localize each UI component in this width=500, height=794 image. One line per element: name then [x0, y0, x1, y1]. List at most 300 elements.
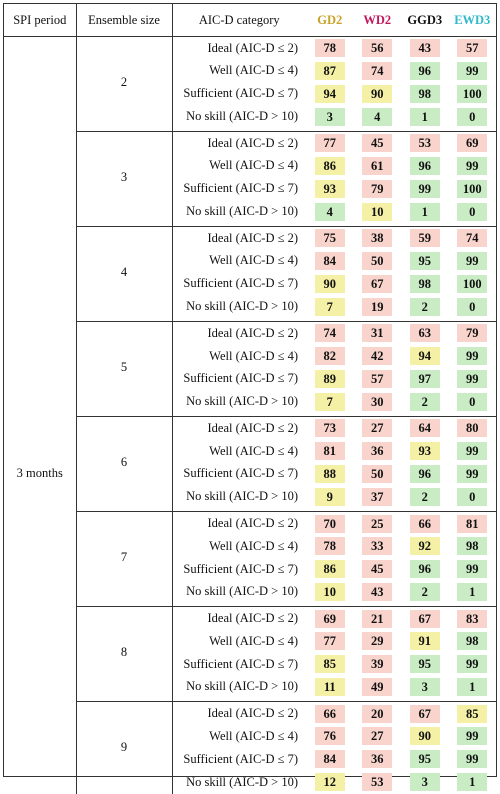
- score-value: 75: [315, 229, 345, 247]
- score-value: 96: [410, 62, 440, 80]
- category-label: Ideal (AIC-D ≤ 2): [172, 702, 306, 725]
- score-value: 57: [362, 370, 392, 388]
- score-value: 56: [362, 39, 392, 57]
- value-cell-ggd3: [401, 463, 449, 486]
- value-cell-ggd3: [401, 272, 449, 295]
- value-cell-gd2: [306, 37, 354, 60]
- score-value: 7: [315, 298, 345, 316]
- score-value: 99: [457, 655, 487, 673]
- score-value: 3: [410, 678, 440, 696]
- value-cell-ewd3: [449, 250, 497, 273]
- value-cell-wd2: [354, 725, 402, 748]
- value-cell-ewd3: [449, 82, 497, 105]
- spi-period-cell: 3 months: [4, 463, 76, 486]
- value-cell-wd2: [354, 227, 402, 250]
- value-cell-ggd3: [401, 771, 449, 794]
- score-value: 94: [410, 347, 440, 365]
- value-cell-wd2: [354, 558, 402, 581]
- ensemble-group-3: [4, 128, 496, 223]
- category-label: Sufficient (AIC-D ≤ 7): [183, 181, 298, 196]
- ensemble-group-4: [4, 223, 496, 318]
- score-value: 77: [315, 632, 345, 650]
- value-cell-wd2: [354, 607, 402, 630]
- spi-period-cell: [4, 295, 76, 318]
- category-label: Ideal (AIC-D ≤ 2): [172, 132, 306, 155]
- score-value: 43: [410, 39, 440, 57]
- score-value: 3: [410, 773, 440, 791]
- value-cell-gd2: [306, 512, 354, 535]
- value-cell-ggd3: [401, 702, 449, 725]
- value-cell-gd2: [306, 367, 354, 390]
- header-aic-d-category: AIC-D category: [172, 4, 306, 37]
- score-value: 42: [362, 347, 392, 365]
- value-cell-ggd3: [401, 105, 449, 128]
- score-value: 81: [457, 515, 487, 533]
- spi-period-cell: [4, 702, 76, 725]
- value-cell-wd2: [354, 485, 402, 508]
- value-cell-wd2: [354, 535, 402, 558]
- score-value: 43: [362, 583, 392, 601]
- score-value: 12: [315, 773, 345, 791]
- value-cell-gd2: [306, 748, 354, 771]
- score-value: 79: [362, 180, 392, 198]
- value-cell-ggd3: [401, 227, 449, 250]
- value-cell-ggd3: [401, 322, 449, 345]
- table-row: [4, 512, 496, 535]
- score-value: 99: [457, 442, 487, 460]
- category-label: No skill (AIC-D > 10): [186, 774, 298, 789]
- spi-period-cell: [4, 37, 76, 60]
- category-label: Well (AIC-D ≤ 4): [209, 63, 298, 78]
- value-cell-wd2: [354, 512, 402, 535]
- spi-period-cell: [4, 771, 76, 794]
- value-cell-ggd3: [401, 607, 449, 630]
- score-value: 97: [410, 370, 440, 388]
- spi-period-cell: [4, 200, 76, 223]
- value-cell-gd2: [306, 345, 354, 368]
- score-value: 19: [362, 298, 392, 316]
- category-label: Well (AIC-D ≤ 4): [209, 253, 298, 268]
- value-cell-ewd3: [449, 367, 497, 390]
- value-cell-ewd3: [449, 771, 497, 794]
- value-cell-gd2: [306, 702, 354, 725]
- score-value: 99: [457, 370, 487, 388]
- score-value: 2: [410, 583, 440, 601]
- spi-period-cell: [4, 345, 76, 368]
- value-cell-wd2: [354, 390, 402, 413]
- value-cell-gd2: [306, 607, 354, 630]
- score-value: 88: [315, 465, 345, 483]
- value-cell-gd2: [306, 485, 354, 508]
- score-value: 53: [410, 134, 440, 152]
- score-value: 66: [410, 515, 440, 533]
- score-value: 67: [362, 275, 392, 293]
- value-cell-wd2: [354, 702, 402, 725]
- value-cell-ewd3: [449, 200, 497, 223]
- score-value: 95: [410, 750, 440, 768]
- value-cell-ggd3: [401, 748, 449, 771]
- score-value: 29: [362, 632, 392, 650]
- score-value: 57: [457, 39, 487, 57]
- spi-period-cell: [4, 322, 76, 345]
- score-value: 99: [457, 465, 487, 483]
- value-cell-ggd3: [401, 367, 449, 390]
- score-value: 2: [410, 488, 440, 506]
- value-cell-wd2: [354, 367, 402, 390]
- score-value: 100: [457, 275, 487, 293]
- score-value: 45: [362, 134, 392, 152]
- value-cell-gd2: [306, 154, 354, 177]
- value-cell-ewd3: [449, 177, 497, 200]
- score-value: 74: [457, 229, 487, 247]
- value-cell-ggd3: [401, 82, 449, 105]
- header-ewd3: EWD3: [449, 4, 497, 37]
- value-cell-ewd3: [449, 132, 497, 155]
- score-value: 1: [457, 583, 487, 601]
- header-gd2: GD2: [306, 4, 354, 37]
- spi-period-cell: [4, 653, 76, 676]
- score-value: 100: [457, 180, 487, 198]
- value-cell-wd2: [354, 771, 402, 794]
- score-value: 77: [315, 134, 345, 152]
- score-value: 39: [362, 655, 392, 673]
- score-value: 99: [457, 750, 487, 768]
- value-cell-wd2: [354, 580, 402, 603]
- value-cell-wd2: [354, 105, 402, 128]
- score-value: 78: [315, 39, 345, 57]
- category-label: Sufficient (AIC-D ≤ 7): [183, 276, 298, 291]
- value-cell-gd2: [306, 417, 354, 440]
- value-cell-wd2: [354, 37, 402, 60]
- score-value: 95: [410, 655, 440, 673]
- value-cell-ewd3: [449, 558, 497, 581]
- score-value: 92: [410, 537, 440, 555]
- ensemble-size-cell: 3: [76, 132, 172, 224]
- category-label: No skill (AIC-D > 10): [186, 109, 298, 124]
- score-value: 89: [315, 370, 345, 388]
- value-cell-gd2: [306, 59, 354, 82]
- value-cell-ggd3: [401, 345, 449, 368]
- score-value: 9: [315, 488, 345, 506]
- ensemble-group-9: [4, 698, 496, 793]
- score-value: 69: [315, 610, 345, 628]
- value-cell-ewd3: [449, 607, 497, 630]
- score-value: 85: [457, 705, 487, 723]
- ensemble-group-7: [4, 508, 496, 603]
- spi-period-cell: [4, 535, 76, 558]
- category-label: No skill (AIC-D > 10): [186, 679, 298, 694]
- score-value: 83: [457, 610, 487, 628]
- ensemble-size-cell: 9: [76, 702, 172, 794]
- score-value: 3: [315, 108, 345, 126]
- score-value: 93: [410, 442, 440, 460]
- value-cell-wd2: [354, 417, 402, 440]
- spi-period-cell: [4, 272, 76, 295]
- score-value: 36: [362, 442, 392, 460]
- value-cell-wd2: [354, 154, 402, 177]
- spi-period-cell: [4, 676, 76, 699]
- value-cell-ggd3: [401, 37, 449, 60]
- score-value: 1: [457, 773, 487, 791]
- header-wd2: WD2: [354, 4, 402, 37]
- spi-period-cell: [4, 417, 76, 440]
- score-value: 90: [315, 275, 345, 293]
- value-cell-gd2: [306, 250, 354, 273]
- score-value: 25: [362, 515, 392, 533]
- value-cell-wd2: [354, 463, 402, 486]
- score-value: 99: [457, 62, 487, 80]
- value-cell-ewd3: [449, 535, 497, 558]
- value-cell-ggd3: [401, 440, 449, 463]
- value-cell-gd2: [306, 676, 354, 699]
- ensemble-group-2: [4, 37, 496, 129]
- score-value: 59: [410, 229, 440, 247]
- score-value: 1: [457, 678, 487, 696]
- value-cell-ewd3: [449, 512, 497, 535]
- value-cell-ewd3: [449, 322, 497, 345]
- score-value: 2: [410, 298, 440, 316]
- category-label: Ideal (AIC-D ≤ 2): [172, 227, 306, 250]
- score-value: 74: [362, 62, 392, 80]
- value-cell-gd2: [306, 463, 354, 486]
- category-label: Ideal (AIC-D ≤ 2): [172, 512, 306, 535]
- value-cell-wd2: [354, 250, 402, 273]
- spi-period-cell: [4, 440, 76, 463]
- value-cell-ggd3: [401, 417, 449, 440]
- score-value: 98: [410, 275, 440, 293]
- score-value: 82: [315, 347, 345, 365]
- score-value: 98: [457, 632, 487, 650]
- score-value: 81: [315, 442, 345, 460]
- score-value: 99: [457, 727, 487, 745]
- category-label: Sufficient (AIC-D ≤ 7): [183, 751, 298, 766]
- score-value: 100: [457, 85, 487, 103]
- category-label: Sufficient (AIC-D ≤ 7): [183, 561, 298, 576]
- score-value: 0: [457, 203, 487, 221]
- value-cell-gd2: [306, 82, 354, 105]
- score-value: 84: [315, 252, 345, 270]
- score-value: 7: [315, 393, 345, 411]
- spi-period-cell: [4, 177, 76, 200]
- value-cell-gd2: [306, 771, 354, 794]
- value-cell-ewd3: [449, 463, 497, 486]
- category-label: No skill (AIC-D > 10): [186, 204, 298, 219]
- value-cell-ewd3: [449, 59, 497, 82]
- value-cell-wd2: [354, 295, 402, 318]
- value-cell-ggd3: [401, 725, 449, 748]
- score-value: 73: [315, 419, 345, 437]
- score-value: 1: [410, 203, 440, 221]
- score-value: 78: [315, 537, 345, 555]
- value-cell-ewd3: [449, 154, 497, 177]
- spi-period-cell: [4, 250, 76, 273]
- value-cell-wd2: [354, 132, 402, 155]
- value-cell-ewd3: [449, 702, 497, 725]
- value-cell-wd2: [354, 676, 402, 699]
- value-cell-ewd3: [449, 580, 497, 603]
- value-cell-gd2: [306, 295, 354, 318]
- category-label: Ideal (AIC-D ≤ 2): [172, 37, 306, 60]
- score-value: 2: [410, 393, 440, 411]
- category-label: Well (AIC-D ≤ 4): [209, 158, 298, 173]
- table-row: [4, 37, 496, 60]
- category-label: Well (AIC-D ≤ 4): [209, 633, 298, 648]
- value-cell-gd2: [306, 200, 354, 223]
- score-value: 93: [315, 180, 345, 198]
- spi-period-cell: [4, 154, 76, 177]
- value-cell-gd2: [306, 725, 354, 748]
- aic-d-table: [4, 4, 496, 794]
- results-table-frame: [3, 3, 497, 790]
- spi-period-cell: [4, 558, 76, 581]
- score-value: 90: [410, 727, 440, 745]
- value-cell-ewd3: [449, 653, 497, 676]
- value-cell-wd2: [354, 440, 402, 463]
- header-ensemble-size: Ensemble size: [76, 4, 172, 37]
- score-value: 10: [315, 583, 345, 601]
- score-value: 11: [315, 678, 345, 696]
- score-value: 49: [362, 678, 392, 696]
- category-label: No skill (AIC-D > 10): [186, 584, 298, 599]
- spi-period-cell: [4, 82, 76, 105]
- score-value: 69: [457, 134, 487, 152]
- spi-period-cell: [4, 485, 76, 508]
- value-cell-ggd3: [401, 535, 449, 558]
- score-value: 64: [410, 419, 440, 437]
- score-value: 31: [362, 324, 392, 342]
- value-cell-ewd3: [449, 485, 497, 508]
- value-cell-ggd3: [401, 390, 449, 413]
- value-cell-gd2: [306, 105, 354, 128]
- value-cell-ewd3: [449, 417, 497, 440]
- value-cell-wd2: [354, 200, 402, 223]
- score-value: 86: [315, 560, 345, 578]
- value-cell-gd2: [306, 132, 354, 155]
- ensemble-size-cell: 8: [76, 607, 172, 699]
- score-value: 61: [362, 157, 392, 175]
- value-cell-wd2: [354, 345, 402, 368]
- value-cell-gd2: [306, 177, 354, 200]
- value-cell-ggd3: [401, 580, 449, 603]
- ensemble-size-cell: 7: [76, 512, 172, 604]
- score-value: 30: [362, 393, 392, 411]
- spi-period-cell: [4, 725, 76, 748]
- value-cell-ggd3: [401, 676, 449, 699]
- category-label: No skill (AIC-D > 10): [186, 299, 298, 314]
- spi-period-cell: [4, 748, 76, 771]
- category-label: Well (AIC-D ≤ 4): [209, 348, 298, 363]
- value-cell-ggd3: [401, 177, 449, 200]
- spi-period-cell: [4, 367, 76, 390]
- score-value: 53: [362, 773, 392, 791]
- score-value: 98: [410, 85, 440, 103]
- ensemble-size-cell: 6: [76, 417, 172, 509]
- spi-period-cell: [4, 512, 76, 535]
- header-ggd3: GGD3: [401, 4, 449, 37]
- value-cell-ewd3: [449, 272, 497, 295]
- value-cell-gd2: [306, 440, 354, 463]
- value-cell-ggd3: [401, 59, 449, 82]
- value-cell-gd2: [306, 272, 354, 295]
- value-cell-ggd3: [401, 154, 449, 177]
- score-value: 80: [457, 419, 487, 437]
- category-label: Sufficient (AIC-D ≤ 7): [183, 466, 298, 481]
- category-label: Ideal (AIC-D ≤ 2): [172, 607, 306, 630]
- category-label: Well (AIC-D ≤ 4): [209, 728, 298, 743]
- score-value: 45: [362, 560, 392, 578]
- score-value: 99: [457, 347, 487, 365]
- score-value: 96: [410, 560, 440, 578]
- score-value: 63: [410, 324, 440, 342]
- value-cell-ewd3: [449, 295, 497, 318]
- score-value: 99: [457, 252, 487, 270]
- category-label: Ideal (AIC-D ≤ 2): [172, 417, 306, 440]
- score-value: 10: [362, 203, 392, 221]
- value-cell-ewd3: [449, 440, 497, 463]
- score-value: 90: [362, 85, 392, 103]
- score-value: 74: [315, 324, 345, 342]
- value-cell-gd2: [306, 390, 354, 413]
- value-cell-gd2: [306, 227, 354, 250]
- value-cell-ggd3: [401, 485, 449, 508]
- score-value: 67: [410, 705, 440, 723]
- score-value: 1: [410, 108, 440, 126]
- score-value: 50: [362, 252, 392, 270]
- spi-period-cell: [4, 132, 76, 155]
- value-cell-gd2: [306, 653, 354, 676]
- value-cell-wd2: [354, 653, 402, 676]
- ensemble-size-cell: 5: [76, 322, 172, 414]
- score-value: 84: [315, 750, 345, 768]
- spi-period-cell: [4, 607, 76, 630]
- value-cell-ewd3: [449, 227, 497, 250]
- value-cell-ewd3: [449, 630, 497, 653]
- category-label: Ideal (AIC-D ≤ 2): [172, 322, 306, 345]
- value-cell-gd2: [306, 535, 354, 558]
- value-cell-ggd3: [401, 250, 449, 273]
- value-cell-wd2: [354, 630, 402, 653]
- score-value: 37: [362, 488, 392, 506]
- score-value: 0: [457, 488, 487, 506]
- spi-period-cell: [4, 390, 76, 413]
- score-value: 27: [362, 419, 392, 437]
- value-cell-wd2: [354, 322, 402, 345]
- category-label: Sufficient (AIC-D ≤ 7): [183, 371, 298, 386]
- value-cell-ggd3: [401, 200, 449, 223]
- value-cell-ewd3: [449, 105, 497, 128]
- value-cell-ggd3: [401, 512, 449, 535]
- score-value: 27: [362, 727, 392, 745]
- category-label: Sufficient (AIC-D ≤ 7): [183, 656, 298, 671]
- score-value: 79: [457, 324, 487, 342]
- value-cell-ewd3: [449, 676, 497, 699]
- score-value: 99: [410, 180, 440, 198]
- value-cell-ewd3: [449, 725, 497, 748]
- score-value: 67: [410, 610, 440, 628]
- value-cell-ewd3: [449, 37, 497, 60]
- score-value: 96: [410, 157, 440, 175]
- header-spi-period: SPI period: [4, 4, 76, 37]
- spi-period-cell: [4, 580, 76, 603]
- score-value: 38: [362, 229, 392, 247]
- score-value: 96: [410, 465, 440, 483]
- score-value: 85: [315, 655, 345, 673]
- table-row: [4, 702, 496, 725]
- score-value: 0: [457, 298, 487, 316]
- score-value: 70: [315, 515, 345, 533]
- spi-period-cell: [4, 227, 76, 250]
- table-row: [4, 322, 496, 345]
